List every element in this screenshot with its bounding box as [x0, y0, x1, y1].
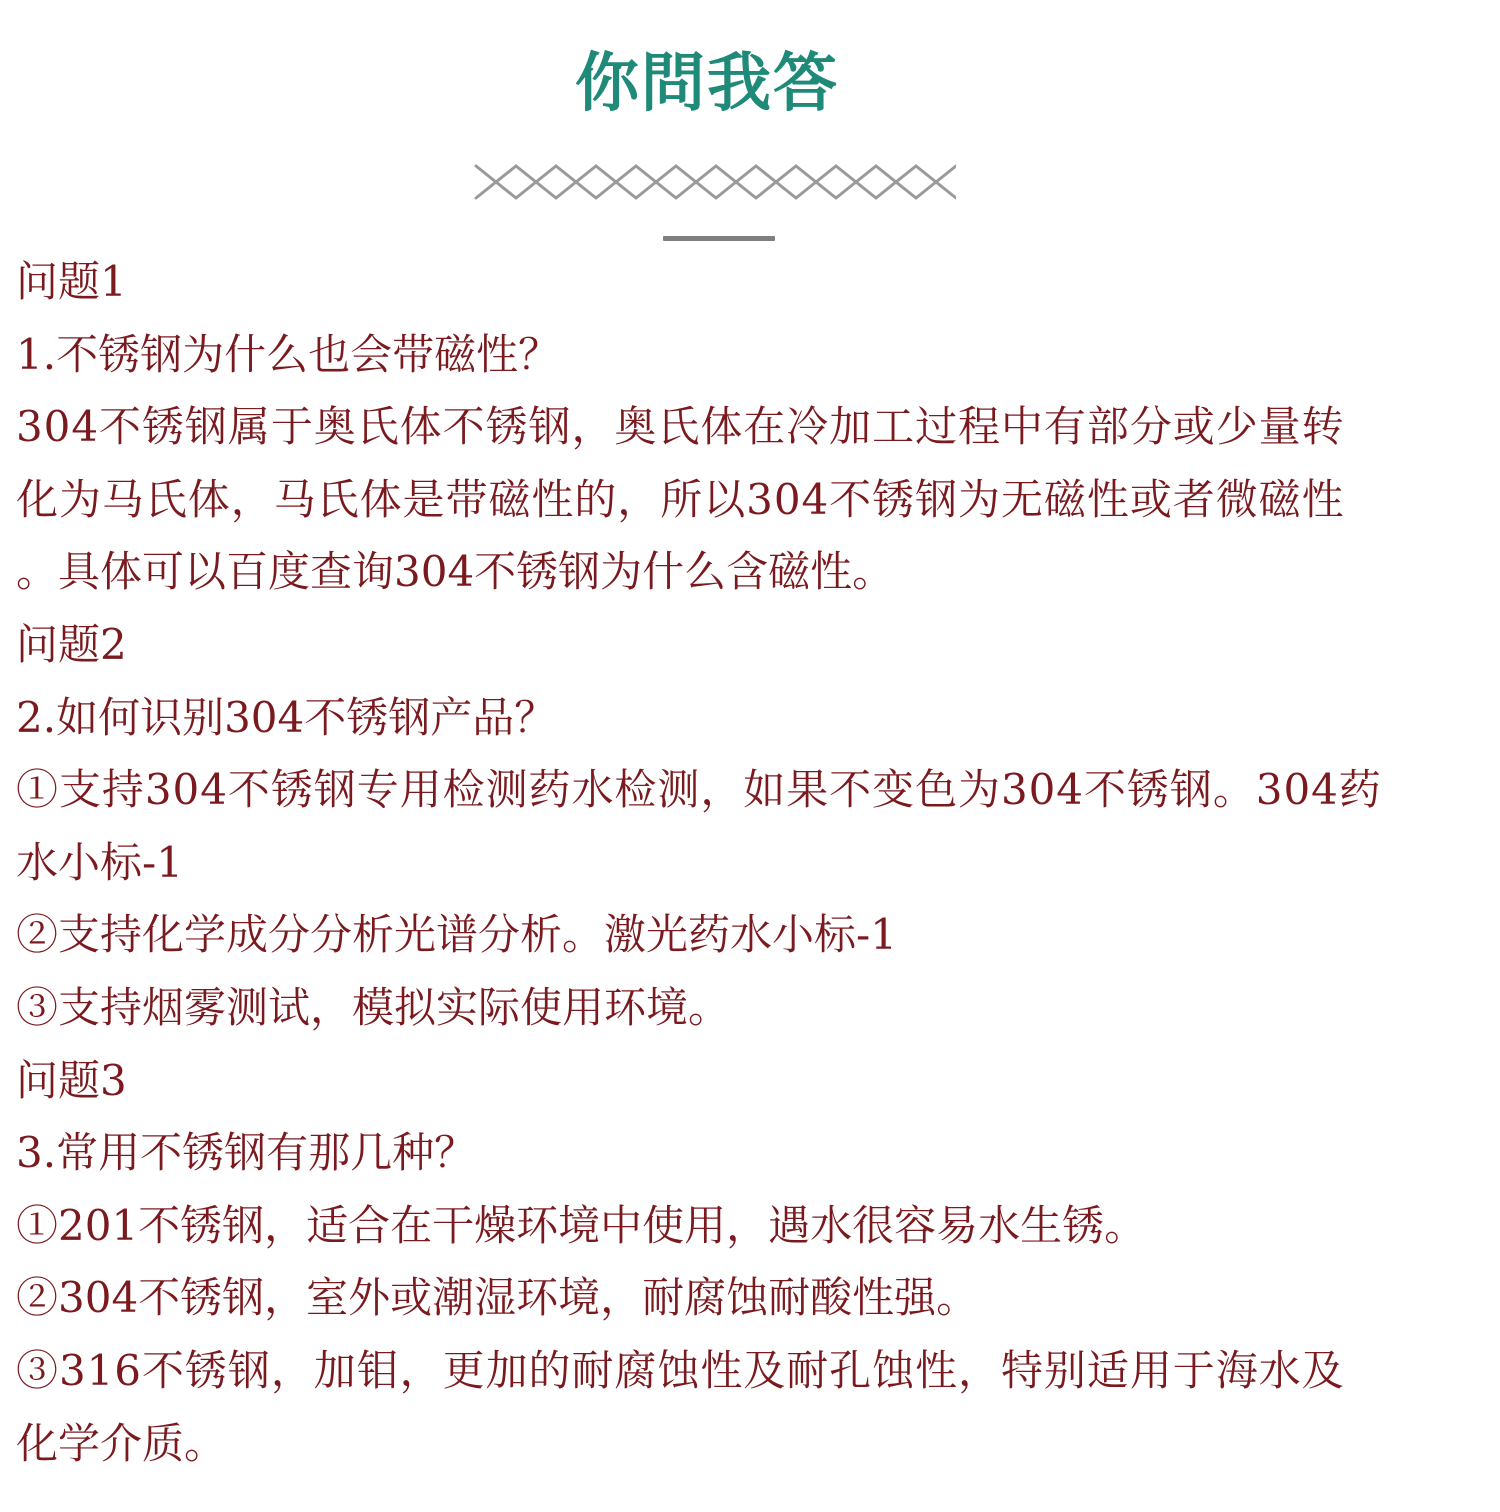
answer-3-item-1: ①201不锈钢，适合在干燥环境中使用，遇水很容易水生锈。 — [16, 1200, 1147, 1250]
answer-3-item-3-line-2: 化学介质。 — [16, 1418, 227, 1468]
question-2-heading: 问题2 — [16, 619, 127, 669]
header — [0, 0, 1500, 250]
cross-stitch-ornament-icon — [472, 160, 956, 204]
answer-2-item-2: ②支持化学成分分析光谱分析。激光药水小标-1 — [16, 910, 897, 960]
question-3-heading: 问题3 — [16, 1055, 127, 1105]
question-1-title: 1.不锈钢为什么也会带磁性？ — [16, 329, 561, 379]
question-1-heading: 问题1 — [16, 257, 127, 306]
answer-3-item-2: ②304不锈钢，室外或潮湿环境，耐腐蚀耐酸性强。 — [16, 1273, 979, 1323]
article-body — [16, 246, 1492, 1480]
question-3-title: 3.常用不锈钢有那几种？ — [16, 1128, 477, 1178]
question-2-title: 2.如何识别304不锈钢产品？ — [16, 692, 557, 742]
divider — [663, 236, 775, 241]
answer-1-line-2: 化为马氏体，马氏体是带磁性的，所以304不锈钢为无磁性或者微磁性 — [16, 474, 1345, 524]
answer-1-line-3: 。具体可以百度查询304不锈钢为什么含磁性。 — [16, 547, 895, 597]
answer-3-item-3-line-1: ③316不锈钢，加钼，更加的耐腐蚀性及耐孔蚀性，特别适用于海水及 — [16, 1345, 1345, 1395]
answer-2-item-3: ③支持烟雾测试，模拟实际使用环境。 — [16, 982, 731, 1032]
answer-1-line-1: 304不锈钢属于奥氏体不锈钢，奥氏体在冷加工过程中有部分或少量转 — [16, 402, 1345, 452]
page-title: 你問我答 — [575, 46, 839, 121]
answer-2-item-1-line-2: 水小标-1 — [16, 837, 183, 887]
answer-2-item-1-line-1: ①支持304不锈钢专用检测药水检测，如果不变色为304不锈钢。304药 — [16, 765, 1382, 815]
